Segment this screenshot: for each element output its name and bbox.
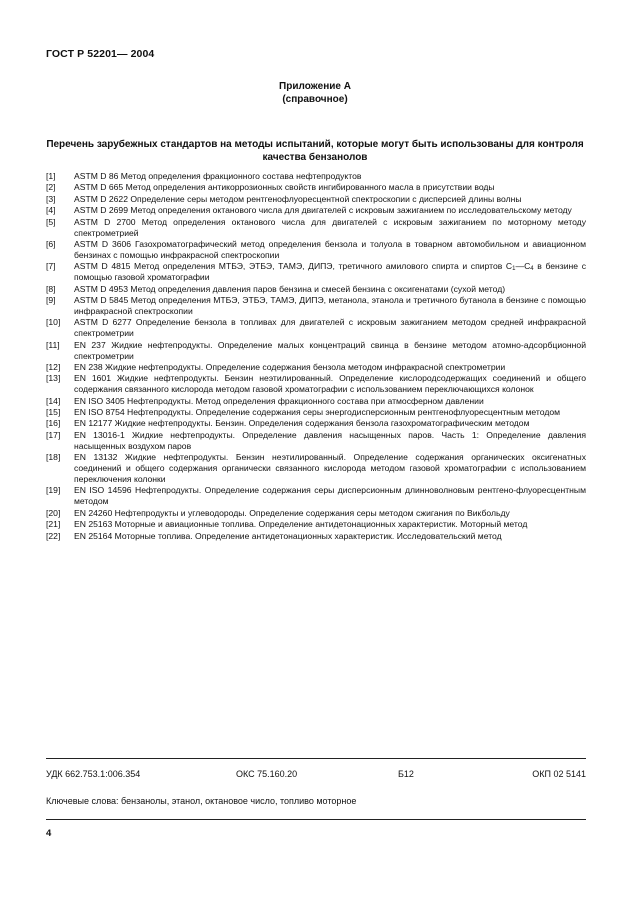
footer-top-rule (46, 758, 586, 759)
reference-number: [22] (46, 530, 61, 541)
group-code: Б12 (398, 769, 414, 779)
reference-text-part: ASTM D 4815 Метод определения МТБЭ, ЭТБЭ, ТАМЭ, ДИПЭ, третичного амилового спирта и спиртов С (74, 261, 513, 272)
reference-text: ASTM D 4953 Метод определения давления паров бензина и смесей бензина с оксигенатами (сухой метод) (74, 283, 506, 294)
keywords: Ключевые слова: бензанолы, этанол, октановое число, топливо моторное (46, 796, 357, 806)
reference-number: [5] (46, 216, 56, 227)
reference-text (74, 261, 586, 283)
reference-text: EN 25164 Моторные топлива. Определение антидетонационных характеристик. Исследовательский метод (74, 530, 502, 541)
reference-text: EN ISO 14596 Нефтепродукты. Определение содержания серы дисперсионным длинноволновым рентгено-флуоресцентным методом (74, 485, 586, 507)
reference-item (46, 205, 586, 216)
reference-number: [11] (46, 339, 60, 350)
reference-item (46, 519, 586, 530)
reference-number: [12] (46, 361, 61, 372)
reference-text: ASTM D 2700 Метод определения октанового числа для двигателей с искровым зажиганием по моторному методу спектрометрией (74, 216, 586, 238)
reference-number: [10] (46, 317, 61, 328)
reference-number: [8] (46, 283, 56, 294)
reference-number: [13] (46, 373, 61, 384)
reference-number: [14] (46, 395, 61, 406)
reference-text: EN 24260 Нефтепродукты и углеводороды. Определение содержания серы методом сжигания по Викбольду (74, 507, 510, 518)
reference-item (46, 508, 586, 519)
reference-item (46, 295, 586, 317)
reference-item (46, 407, 586, 418)
reference-text: ASTM D 2699 Метод определения октанового числа для двигателей с искровым зажиганием по исследовательскому методу (74, 205, 572, 216)
reference-text: EN 238 Жидкие нефтепродукты. Определение содержания бензола методом инфракрасной спектрометрии (74, 361, 506, 372)
reference-number: [2] (46, 182, 56, 193)
annex-title: Приложение А (279, 81, 351, 92)
reference-item (46, 217, 586, 239)
reference-text-part: в бензине с помощью газовой хроматографии (74, 261, 586, 283)
reference-number: [15] (46, 407, 61, 418)
reference-number: [16] (46, 418, 61, 429)
reference-item (46, 171, 586, 182)
list-title: Перечень зарубежных стандартов на методы испытаний, которые могут быть использованы для контроля качества бензанолов (46, 139, 584, 163)
reference-number: [1] (46, 171, 56, 181)
footer-bottom-rule (46, 819, 586, 820)
reference-item (46, 452, 586, 485)
reference-item (46, 531, 586, 542)
reference-text: EN 13016-1 Жидкие нефтепродукты. Определение давления насыщенных паров. Часть 1: Определение давления насыщенных воздухом паров (74, 429, 586, 451)
reference-number: [17] (46, 429, 61, 440)
reference-item (46, 485, 586, 507)
reference-text: EN ISO 3405 Нефтепродукты. Метод определения фракционного состава при атмосферном давлении (74, 395, 484, 406)
reference-item (46, 182, 586, 193)
reference-number: [21] (46, 519, 61, 530)
reference-item (46, 373, 586, 395)
reference-text: ASTM D 6277 Определение бензола в топливах для двигателей с искровым зажиганием методом средней инфракрасной спектрометрии (74, 317, 586, 339)
reference-item (46, 284, 586, 295)
reference-text: EN 1601 Жидкие нефтепродукты. Бензин неэтилированный. Определение кислородсодержащих соединений и общего содержания связанного кислорода методом газовой хроматографии с использованием переключающихся колонок (74, 373, 586, 395)
annex-note: (справочное) (282, 94, 348, 105)
oks-code: ОКС 75.160.20 (236, 769, 298, 779)
reference-item (46, 430, 586, 452)
reference-text-part: 1 (512, 266, 516, 273)
reference-number: [7] (46, 261, 56, 272)
reference-number: [20] (46, 507, 61, 518)
reference-text: EN 237 Жидкие нефтепродукты. Определение малых концентраций свинца в бензине методом атомно-адсорбционной спектрометрии (74, 339, 586, 361)
reference-text: EN 25163 Моторные и авиационные топлива. Определение антидетонационных характеристик. Моторный метод (74, 519, 528, 530)
reference-item (46, 396, 586, 407)
reference-number: [3] (46, 193, 56, 204)
annex-heading (0, 80, 630, 106)
reference-text: ASTM D 2622 Определение серы методом рентгенофлуоресцентной спектроскопии с дисперсией длины волны (74, 193, 522, 204)
reference-item (46, 418, 586, 429)
reference-number: [6] (46, 238, 56, 249)
reference-number: [19] (46, 485, 61, 496)
reference-text: EN 13132 Жидкие нефтепродукты. Бензин неэтилированный. Определение содержания органических оксигенатных соединений и общего содержания органически связанного кислорода методом газовой хроматографии с использованием переключения колонки (74, 452, 586, 484)
reference-number: [9] (46, 294, 56, 305)
reference-number: [4] (46, 205, 56, 216)
reference-item (46, 261, 586, 283)
page-number: 4 (46, 828, 52, 839)
reference-item (46, 194, 586, 205)
reference-number: [18] (46, 452, 61, 463)
okp-code: ОКП 02 5141 (532, 769, 586, 779)
reference-text: ASTM D 3606 Газохроматографический метод определения бензола и толуола в товарном автомобильном и авиационном бензинах с помощью инфракрасной спектроскопии (74, 238, 586, 260)
reference-list (46, 171, 586, 542)
reference-text: ASTM D 5845 Метод определения МТБЭ, ЭТБЭ, ТАМЭ, ДИПЭ, метанола, этанола и третичного бутанола в бензине с помощью инфракрасной спектроскопии (74, 294, 586, 316)
reference-text: EN 12177 Жидкие нефтепродукты. Бензин. Определения содержания бензола газохроматографическим методом (74, 418, 530, 429)
reference-item (46, 239, 586, 261)
reference-text-part: —С (515, 261, 531, 272)
reference-text: ASTM D 86 Метод определения фракционного состава нефтепродуктов (74, 171, 362, 181)
reference-item (46, 317, 586, 339)
reference-item (46, 362, 586, 373)
reference-text: ASTM D 665 Метод определения антикоррозионных свойств ингибированного масла в присутствии воды (74, 182, 495, 193)
reference-item (46, 340, 586, 362)
reference-text-part: 4 (530, 266, 534, 273)
reference-text: EN ISO 8754 Нефтепродукты. Определение содержания серы энергодисперсионным рентгенофлуоресцентным методом (74, 407, 561, 418)
udc-code: УДК 662.753.1:006.354 (46, 769, 141, 779)
standard-code: ГОСТ Р 52201— 2004 (46, 48, 155, 60)
